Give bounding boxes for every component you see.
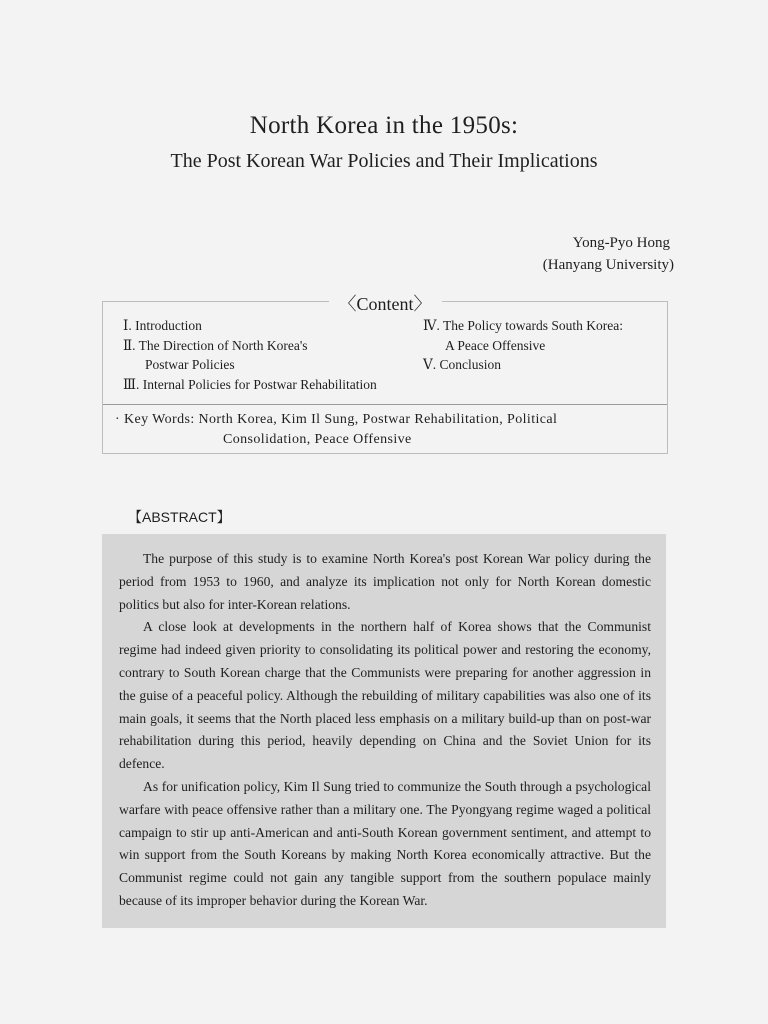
abstract-box: [102, 534, 666, 928]
keywords-line-2: Consolidation, Peace Offensive: [223, 432, 412, 447]
content-heading: [103, 290, 667, 316]
toc-left-column: [123, 316, 377, 394]
abstract-paragraph: As for unification policy, Kim Il Sung tried to communize the South through a psychological warfare with peace offensive rather than a military one. The Pyongyang regime waged a political campaign to stir up anti-American and anti-South Korean government sentiment, and attempt to win support from the South Koreans by making North Korea economically attractive. But the Communist regime could not gain any tangible support from the southern populace mainly because of its improper behavior during the Korean War.: [119, 778, 651, 908]
toc-item-direction: Ⅱ. The Direction of North Korea's: [123, 337, 308, 353]
abstract-label: 【ABSTRACT】: [128, 509, 231, 525]
abstract-paragraph: A close look at developments in the northern half of Korea shows that the Communist regime had indeed given priority to consolidating its political power and restoring the economy, contrary to South Korean charge that the Communists were preparing for another aggression in the guise of a peaceful policy. Although the rebuilding of military capabilities was also one of its main goals, it seems that the North placed less emphasis on a military build-up than on post-war rehabilitation during this period, heavily depending on China and the Soviet Union for its defence.: [119, 619, 651, 772]
author-affiliation: (Hanyang University): [542, 257, 674, 273]
content-box: [102, 294, 668, 454]
toc-right-column: [423, 316, 623, 375]
author-name: Yong-Pyo Hong: [572, 235, 670, 251]
keywords: [115, 410, 557, 450]
toc-item-internal-policies: Ⅲ. Internal Policies for Postwar Rehabilitation: [123, 376, 377, 392]
paper-subtitle: The Post Korean War Policies and Their Implications: [170, 150, 598, 172]
toc-item-south-korea-policy: Ⅳ. The Policy towards South Korea:: [423, 318, 623, 333]
toc-item-south-korea-policy-cont: A Peace Offensive: [445, 337, 546, 353]
toc-divider: [103, 404, 667, 405]
abstract-text: [119, 548, 651, 913]
toc-item-conclusion: Ⅴ. Conclusion: [423, 357, 502, 372]
content-heading-text: 〈Content〉: [329, 294, 442, 314]
toc-item-introduction: Ⅰ. Introduction: [123, 318, 202, 333]
abstract-paragraph: The purpose of this study is to examine North Korea's post Korean War policy during the period from 1953 to 1960, and analyze its implication not only for North Korean domestic politics but also for inter-Korean relations.: [119, 551, 651, 612]
author-block: [542, 232, 674, 276]
keywords-line-1: · Key Words: North Korea, Kim Il Sung, Postwar Rehabilitation, Political: [115, 412, 558, 427]
paper-title: North Korea in the 1950s:: [249, 112, 519, 139]
toc-item-direction-cont: Postwar Policies: [145, 357, 235, 372]
